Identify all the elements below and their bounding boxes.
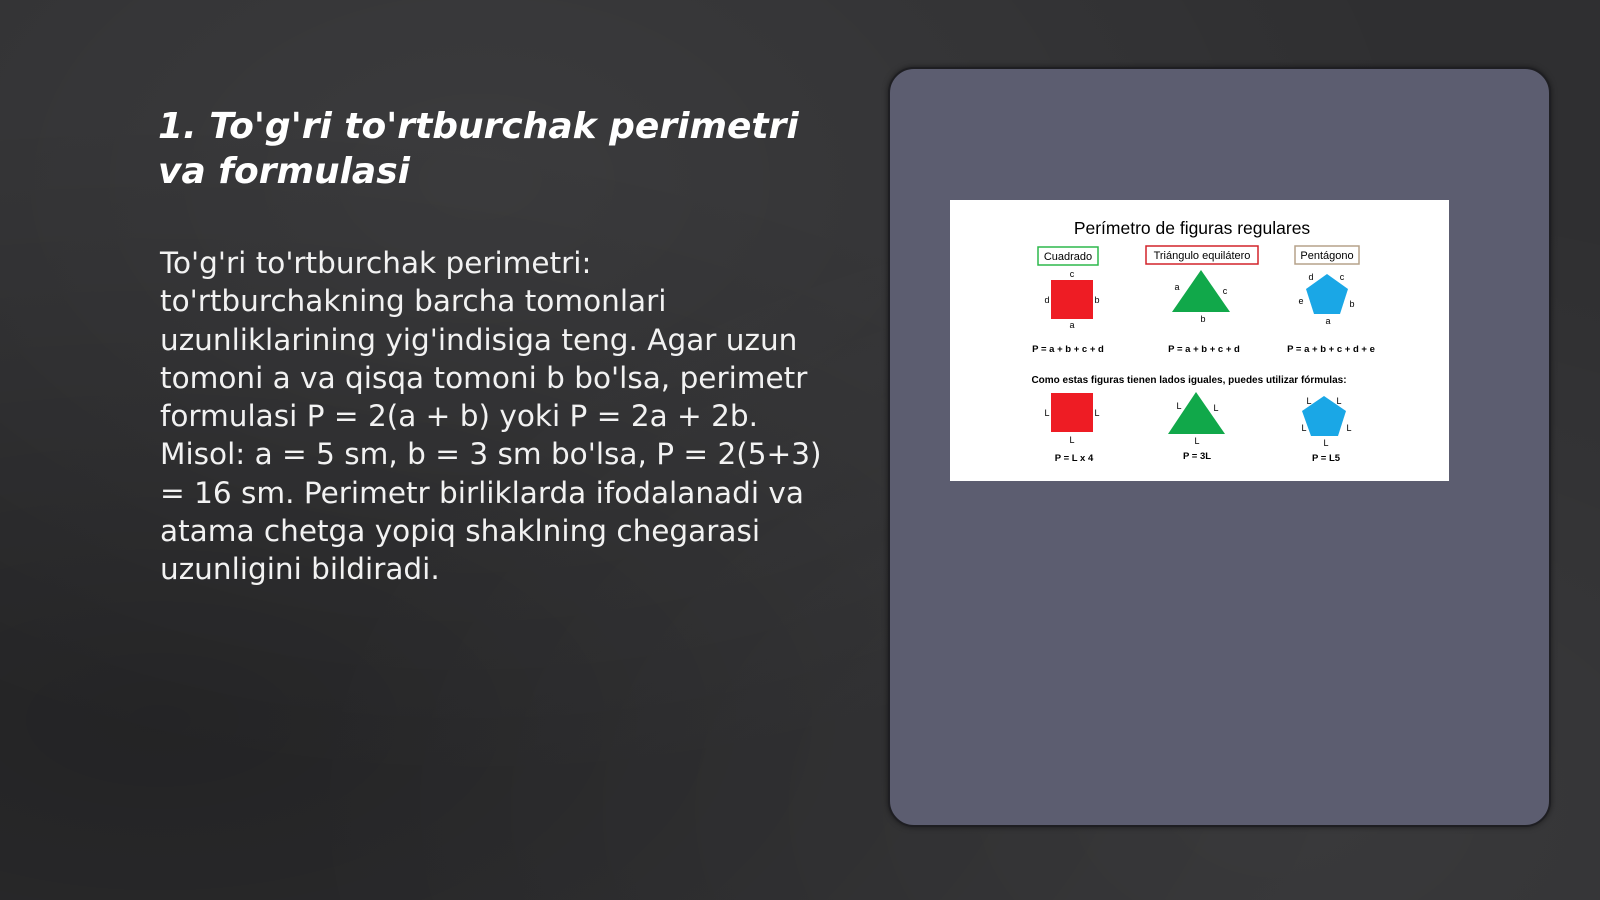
- regular-pentagon-label-right: L: [1346, 423, 1352, 433]
- pentagon-side-label-b: b: [1349, 299, 1355, 309]
- perimeter-diagram: [950, 200, 1449, 481]
- regular-figures-note: Como estas figuras tienen lados iguales, puedes utilizar fórmulas:: [1031, 375, 1347, 386]
- triangle-side-label-bottom: b: [1200, 314, 1206, 324]
- formula-triangle: P = a + b + c + d: [1168, 344, 1240, 355]
- square-side-label-right: b: [1094, 295, 1100, 305]
- pentagon-side-label-e: e: [1298, 296, 1304, 306]
- regular-triangle-label-right: L: [1213, 403, 1219, 413]
- label-triangle: Triángulo equilátero: [1153, 250, 1251, 262]
- formula-square: P = a + b + c + d: [1032, 344, 1104, 355]
- square-side-label-left: d: [1044, 295, 1050, 305]
- regular-triangle-label-left: L: [1176, 401, 1182, 411]
- label-pentagon: Pentágono: [1300, 250, 1354, 262]
- triangle-shape: [1172, 270, 1230, 312]
- pentagon-side-label-d: d: [1308, 272, 1314, 282]
- label-square: Cuadrado: [1043, 251, 1093, 263]
- triangle-side-label-left: a: [1174, 282, 1180, 292]
- formula-pentagon: P = a + b + c + d + e: [1287, 344, 1375, 355]
- figure-title: Perímetro de figuras regulares: [1073, 218, 1311, 238]
- pentagon-side-label-a: a: [1325, 316, 1331, 326]
- regular-pentagon-label-top-right: L: [1336, 396, 1342, 406]
- pentagon-side-label-c: c: [1339, 272, 1345, 282]
- triangle-side-label-right: c: [1222, 286, 1228, 296]
- slide-title: 1. To'g'ri to'rtburchak perimetri va formulasi: [158, 106, 799, 192]
- square-side-label-bottom: a: [1069, 320, 1075, 330]
- regular-square-label-bottom: L: [1069, 435, 1075, 445]
- perimeter-figure: [950, 200, 1449, 481]
- formula-regular-triangle: P = 3L: [1182, 451, 1212, 462]
- square-shape: [1051, 280, 1093, 319]
- regular-square-shape: [1051, 393, 1093, 432]
- regular-triangle-label-bottom: L: [1194, 436, 1200, 446]
- regular-pentagon-label-top-left: L: [1306, 396, 1312, 406]
- formula-regular-square: P = L x 4: [1054, 453, 1094, 464]
- regular-pentagon-label-left: L: [1301, 423, 1307, 433]
- regular-square-label-right: L: [1094, 408, 1100, 418]
- square-side-label-top: c: [1069, 269, 1075, 279]
- regular-triangle-shape: [1168, 392, 1225, 434]
- slide-body-text: To'g'ri to'rtburchak perimetri: to'rtburchakning barcha tomonlari uzunliklarining yig'indisiga teng. Agar uzun tomoni a va qisqa tomoni b bo'lsa, perimetr formulasi P = 2(a + b) yoki P = 2a + 2b. Misol: a = 5 sm, b = 3 sm bo'lsa, P = 2(5+3) = 16 sm. Perimetr birliklarda ifodalanadi va atama chetga yopiq shaklning chegarasi uzunligini bildiradi.: [160, 246, 822, 587]
- formula-regular-pentagon: P = L5: [1311, 453, 1341, 464]
- regular-square-label-left: L: [1044, 408, 1050, 418]
- regular-pentagon-label-bottom: L: [1323, 438, 1329, 448]
